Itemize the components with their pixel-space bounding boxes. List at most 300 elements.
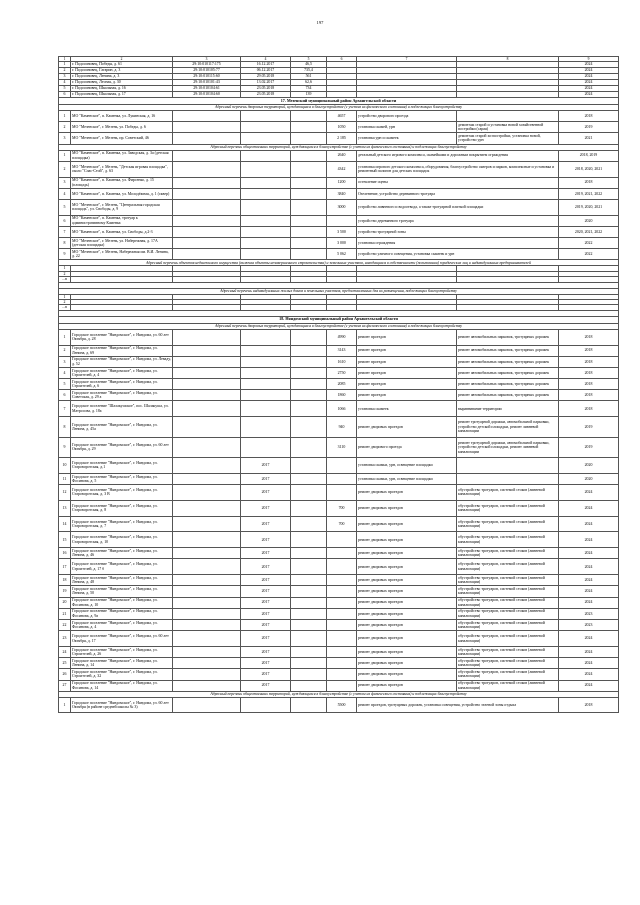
table-cell xyxy=(327,586,357,597)
table-cell: 2022 xyxy=(559,249,619,260)
table-cell: МО "Каменское", п. Каменка, ул. Фирсенко, д. 15 (площадь) xyxy=(71,177,173,188)
table-cell xyxy=(291,199,327,215)
table-cell xyxy=(291,597,327,608)
table-cell xyxy=(173,437,241,457)
table-cell: 12 xyxy=(59,485,71,501)
table-cell xyxy=(173,238,241,249)
table-cell: 6 xyxy=(59,215,71,226)
table-cell: устройство дворового проезда xyxy=(357,111,457,122)
table-cell xyxy=(173,417,241,437)
table-cell: 3 xyxy=(59,133,71,144)
table-cell: 700 xyxy=(327,500,357,516)
table-row xyxy=(59,345,619,356)
table-cell: 1610 xyxy=(327,356,357,367)
table-cell: устройство ливневого и водоотвода, а также тротуарной плиткой площадки xyxy=(357,199,559,215)
table-cell: Городское поселение "Няндомское", г. Няндома, ул. Строителей, д. 17 б xyxy=(71,559,173,575)
table-cell: 14 xyxy=(59,516,71,532)
table-cell: 2024 xyxy=(559,669,619,680)
table-cell: ремонт проездов, тротуарных дорожек, установка освещения, устройство зеленой зоны отдыха xyxy=(357,697,559,713)
table-cell: выравнивание территории xyxy=(457,401,559,417)
column-number: 4 xyxy=(241,57,291,62)
table-cell xyxy=(173,356,241,367)
table-cell: обустройство тротуаров, системой стоков (ливневой канализации) xyxy=(457,619,559,630)
table-cell: 2018 xyxy=(559,390,619,401)
table-cell xyxy=(241,133,291,144)
table-cell xyxy=(291,575,327,586)
table-cell: 3 500 xyxy=(327,226,357,237)
table-cell: Городское поселение "Няндомское", г. Няндома, ул. Строителей, д. 32 xyxy=(71,669,173,680)
table-cell xyxy=(291,485,327,501)
table-row xyxy=(59,437,619,457)
table-cell: 2019, 2021, 2022 xyxy=(559,188,619,199)
table-cell: Городское поселение "Няндомское", г. Няндома, ул. Староворотская, д.1 xyxy=(71,458,173,474)
table-cell: 29:10:010104:60 xyxy=(173,92,241,98)
table-cell: 2017 xyxy=(241,658,291,669)
table-cell xyxy=(241,238,291,249)
table-cell: 2024 xyxy=(559,586,619,597)
table-cell xyxy=(327,680,357,691)
table-row xyxy=(59,669,619,680)
table-cell: 2024 xyxy=(559,500,619,516)
table-cell: 13.02.2017 xyxy=(241,80,291,86)
table-cell: 2023 xyxy=(559,608,619,619)
table-cell: 2024 xyxy=(559,532,619,548)
table-cell: ремонт дворовых проездов xyxy=(357,485,457,501)
table-cell: 3110 xyxy=(327,437,357,457)
table-row xyxy=(59,329,619,345)
table-cell: 5500 xyxy=(327,697,357,713)
section-title xyxy=(59,316,619,323)
table-cell: 139 xyxy=(291,92,327,98)
section-title: 18. Няндомский муниципальный район Архангельской области xyxy=(59,316,619,323)
table-row xyxy=(59,177,619,188)
table-cell xyxy=(291,133,327,144)
table-cell: 2018 xyxy=(559,177,619,188)
table-cell xyxy=(173,122,241,133)
table-cell xyxy=(291,417,327,437)
table-cell xyxy=(241,177,291,188)
section-title xyxy=(59,98,619,105)
table-cell xyxy=(241,345,291,356)
table-cell xyxy=(241,437,291,457)
table-row xyxy=(59,597,619,608)
table-cell: 2085 xyxy=(327,379,357,390)
table-cell: 2640 xyxy=(327,150,357,161)
table-cell: 24 xyxy=(59,646,71,657)
table-cell xyxy=(241,122,291,133)
table-cell xyxy=(173,161,241,177)
table-cell: Городское поселение "Няндомское", г. Няндома, ул. Ленина, д. 50 xyxy=(71,586,173,597)
table-cell: ремонт дворовых проездов xyxy=(357,631,457,647)
subsection-heading: Адресный перечень индивидуальных жилых домов и земельных участков, предоставленных для их размещения, подлежащих благоустройству xyxy=(59,288,619,294)
table-cell: 2020 xyxy=(559,215,619,226)
table-cell: МО "Каменское", п. Каменка, ул. Заводская, д. 3а (детская площадка) xyxy=(71,150,173,161)
table-cell xyxy=(173,345,241,356)
table-cell: ремонт проездов xyxy=(357,345,457,356)
table-cell xyxy=(173,188,241,199)
table-cell: 29:10:010117:175 xyxy=(173,62,241,68)
table-row xyxy=(59,458,619,474)
table-cell: г. Подосиновец, Школьная, д. 16 xyxy=(71,86,173,92)
table-cell: 1 xyxy=(59,266,71,271)
table-cell: ремонт автомобильных парковок, тротуарных дорожек xyxy=(457,345,559,356)
table-cell: 5 xyxy=(59,199,71,215)
table-cell xyxy=(173,680,241,691)
table-cell: обустройство тротуаров, системой стоков (ливневой канализации) xyxy=(457,646,559,657)
table-cell: 6 xyxy=(59,92,71,98)
table-cell: 2024 xyxy=(559,86,619,92)
table-cell xyxy=(327,458,357,474)
subsection-heading: Адресный перечень объектов недвижимого имущества (включая объекты незавершенного строительства) и земельных участков, находящихся в собственности (пользовании) юридических лиц и индивидуальных предпринимателей xyxy=(59,260,619,266)
table-cell: 1200 xyxy=(327,177,357,188)
table-cell xyxy=(291,188,327,199)
table-cell: 734 xyxy=(291,86,327,92)
table-row xyxy=(59,575,619,586)
table-cell: 2017 xyxy=(241,669,291,680)
table-row xyxy=(59,215,619,226)
table-cell xyxy=(291,249,327,260)
table-cell xyxy=(291,458,327,474)
table-cell: 9 xyxy=(59,437,71,457)
table-cell xyxy=(173,559,241,575)
table-cell: 18 xyxy=(59,575,71,586)
table-cell: обустройство тротуаров, системой стоков (ливневой канализации) xyxy=(457,658,559,669)
table-cell: 1 xyxy=(59,62,71,68)
table-cell: устройство тротуарной зоны xyxy=(357,226,559,237)
table-cell: 2024 xyxy=(559,80,619,86)
table-cell: 2024 xyxy=(559,516,619,532)
table-cell: 2024 xyxy=(559,485,619,501)
table-cell: ремонт дворовых проездов xyxy=(357,608,457,619)
table-cell: 29:10:010104:61 xyxy=(173,86,241,92)
table-cell: 2018 xyxy=(559,329,619,345)
column-number: 1 xyxy=(59,57,71,62)
table-cell xyxy=(327,608,357,619)
table-cell: МО "Каменское", п. Каменка, ул. Молодёжная, д. 1 (сквер) xyxy=(71,188,173,199)
table-cell: обустройство тротуаров, системой стоков (ливневой канализации) xyxy=(457,597,559,608)
table-cell: 2017 xyxy=(241,500,291,516)
table-cell: 23.05.2018 xyxy=(241,92,291,98)
table-cell: МО "Мезенское", г. Мезень, Набережная им. В.И. Ленина, д. 22 xyxy=(71,249,173,260)
table-cell xyxy=(291,680,327,691)
table-cell: 3 xyxy=(59,356,71,367)
table-cell: МО "Мезенское", г. Мезень, "Детская игровая площадка", около "Спас-Стой", д. 63 xyxy=(71,161,173,177)
table-cell: МО "Каменское", п. Каменка, ул. Свободы, д.2-3 xyxy=(71,226,173,237)
table-cell: 2024 xyxy=(559,597,619,608)
table-cell: 2019 xyxy=(559,417,619,437)
table-cell: Городское поселение "Няндомское", г. Няндома, ул. Ленина, д. 14 xyxy=(71,658,173,669)
table-row xyxy=(59,548,619,559)
table-cell: Городское поселение "Няндомское", г. Няндома, ул. Ленина, д. 45а xyxy=(71,417,173,437)
table-row xyxy=(59,238,619,249)
table-row xyxy=(59,379,619,390)
table-row xyxy=(59,390,619,401)
table-cell xyxy=(173,226,241,237)
column-number: 2 xyxy=(71,57,173,62)
table-cell: обустройство тротуаров, системой стоков (ливневой канализации) xyxy=(457,586,559,597)
table-cell: 1 xyxy=(59,294,71,299)
table-cell: 3143 xyxy=(327,345,357,356)
table-cell: Городское поселение "Няндомское", г. Няндома, ул. Строителей, д. 6 xyxy=(71,379,173,390)
table-cell: 13 xyxy=(59,500,71,516)
table-row xyxy=(59,631,619,647)
table-cell xyxy=(327,597,357,608)
table-cell: ремонт дворового проезда xyxy=(357,437,457,457)
table-cell: 23.05.2018 xyxy=(241,86,291,92)
table-cell: Городское поселение "Няндомское", г. Няндома, ул. Фосинова, д. 10 xyxy=(71,597,173,608)
table-row xyxy=(59,249,619,260)
table-cell: 2017 xyxy=(241,559,291,575)
table-cell xyxy=(327,532,357,548)
table-cell xyxy=(291,516,327,532)
table-cell xyxy=(173,390,241,401)
column-number: 5 xyxy=(291,57,327,62)
table-cell: 1 xyxy=(59,150,71,161)
table-cell: ремонт тротуарной дорожки, автомобильной парковки, устройство детской площадки, ремонт ливневой канализации xyxy=(457,437,559,457)
table-cell xyxy=(327,619,357,630)
table-cell xyxy=(291,559,327,575)
table-cell: ремонт автомобильных парковок, тротуарных дорожек xyxy=(457,356,559,367)
table-cell: устройство деревянного тротуара xyxy=(357,215,559,226)
table-cell: 20 xyxy=(59,597,71,608)
table-cell: 29:10:010115:60 xyxy=(173,74,241,80)
table-cell xyxy=(327,548,357,559)
table-cell: 2024 xyxy=(559,92,619,98)
table-cell xyxy=(291,437,327,457)
table-cell: 23 xyxy=(59,631,71,647)
table-cell: обустройство тротуаров, системой стоков (ливневой канализации) xyxy=(457,500,559,516)
table-cell: обустройство тротуаров, системой стоков (ливневой канализации) xyxy=(457,669,559,680)
table-cell: 8 xyxy=(59,238,71,249)
table-cell: 2019, 2020, 2021 xyxy=(559,199,619,215)
table-cell xyxy=(291,177,327,188)
column-number: 9 xyxy=(559,57,619,62)
table-row xyxy=(59,473,619,484)
table-cell xyxy=(173,150,241,161)
table-row xyxy=(59,133,619,144)
table-cell: 16.12.2017 xyxy=(241,62,291,68)
table-cell: Городское поселение "Няндомское", г. Няндома, ул. 60 лет Октября, д. 28 xyxy=(71,329,173,345)
table-row xyxy=(59,199,619,215)
table-cell xyxy=(327,485,357,501)
table-cell: г. Подосиновец, Лесная, д. 30 xyxy=(71,80,173,86)
table-cell: 2 xyxy=(59,161,71,177)
table-cell: г. Подосиновец, Ленина, д. 3 xyxy=(71,74,173,80)
table-row xyxy=(59,680,619,691)
table-cell: ...n xyxy=(59,305,71,310)
table-cell: 2017 xyxy=(241,646,291,657)
table-row xyxy=(59,356,619,367)
subsection-heading: Адресный перечень общественных территорий, нуждающихся в благоустройстве (с учетом их физического состояния) и подлежащих благоустройству xyxy=(59,691,619,697)
table-cell xyxy=(241,401,291,417)
table-cell: 2 xyxy=(59,122,71,133)
table-cell: Городское поселение "Няндомское", г. Няндома, ул. Фосинова, д. 5 xyxy=(71,473,173,484)
table-cell xyxy=(457,458,559,474)
table-cell: 1860 xyxy=(327,390,357,401)
table-row xyxy=(59,608,619,619)
table-cell: 26 xyxy=(59,669,71,680)
table-cell: 21 xyxy=(59,608,71,619)
table-cell: г. Подосиновец, Победы, д. 61 xyxy=(71,62,173,68)
table-cell: 22 xyxy=(59,619,71,630)
table-row xyxy=(59,485,619,501)
table-row xyxy=(59,367,619,378)
table-cell xyxy=(327,658,357,669)
table-cell xyxy=(173,697,241,713)
table-cell: 2018 xyxy=(559,697,619,713)
table-cell: обустройство тротуаров, системой стоков (ливневой канализации) xyxy=(457,680,559,691)
table-cell: 3840 xyxy=(327,188,357,199)
table-cell: 2750 xyxy=(327,367,357,378)
table-cell: 2018 xyxy=(559,111,619,122)
table-cell xyxy=(173,597,241,608)
table-cell: 4657 xyxy=(327,111,357,122)
table-cell: Озеленение, устройство деревянного тротуара xyxy=(357,188,559,199)
table-cell xyxy=(173,532,241,548)
table-cell: 1 xyxy=(59,329,71,345)
table-cell xyxy=(457,473,559,484)
table-cell: 2017 xyxy=(241,586,291,597)
table-cell xyxy=(457,111,559,122)
table-cell: 2020 xyxy=(559,473,619,484)
table-cell: 2020, 2021, 2022 xyxy=(559,226,619,237)
table-cell: демонтаж старой и установка новой хозяйственной постройки (сарая) xyxy=(457,122,559,133)
table-cell: 2018 xyxy=(559,401,619,417)
table-cell: установка скамей, урн xyxy=(357,122,457,133)
table-cell xyxy=(291,697,327,713)
table-cell xyxy=(327,631,357,647)
table-cell xyxy=(173,548,241,559)
table-cell: установка ограждения xyxy=(357,238,559,249)
table-cell: 2017 xyxy=(241,485,291,501)
table-cell: 29:10:010101:43 xyxy=(173,80,241,86)
table-row xyxy=(59,226,619,237)
table-cell: Городское поселение "Няндомское", г. Няндома, ул. Строителей, д. 26 xyxy=(71,646,173,657)
table-cell: 5 xyxy=(59,379,71,390)
table-cell: установка урн и скамеек xyxy=(357,133,457,144)
table-cell: 2018, 2020, 2021 xyxy=(559,161,619,177)
table-cell xyxy=(173,367,241,378)
table-cell: 2017 xyxy=(241,532,291,548)
table-cell xyxy=(173,458,241,474)
page-number: 197 xyxy=(316,20,324,25)
table-cell: ремонт дворовых проездов xyxy=(357,559,457,575)
table-cell xyxy=(291,669,327,680)
table-cell xyxy=(291,238,327,249)
table-cell: 46,5 xyxy=(291,62,327,68)
table-cell xyxy=(291,122,327,133)
table-cell: МО "Каменское", п. Каменка, ул. Лукинская, д. 16 xyxy=(71,111,173,122)
table-cell: МО "Мезенское", г. Мезень, "Центральная городская площадь", ул. Свободы, д. 9 xyxy=(71,199,173,215)
table-cell xyxy=(291,356,327,367)
table-cell xyxy=(291,390,327,401)
table-cell: 1 xyxy=(59,697,71,713)
table-cell: 2024 xyxy=(559,559,619,575)
table-cell xyxy=(173,329,241,345)
table-cell: 2024 xyxy=(559,548,619,559)
table-cell xyxy=(291,473,327,484)
table-cell: 2024 xyxy=(559,646,619,657)
table-cell xyxy=(241,697,291,713)
table-cell: ремонт дворовых проездов xyxy=(357,669,457,680)
table-cell: 700 xyxy=(327,516,357,532)
table-cell: ремонт проездов xyxy=(357,367,457,378)
table-cell: ремонт дворовых проездов xyxy=(357,680,457,691)
table-cell: обустройство тротуаров, системой стоков (ливневой канализации) xyxy=(457,548,559,559)
table-row xyxy=(59,111,619,122)
table-cell: 2017 xyxy=(241,619,291,630)
table-cell: 2017 xyxy=(241,608,291,619)
table-cell: 2017 xyxy=(241,597,291,608)
table-cell: 2019 xyxy=(559,437,619,457)
table-cell: 4 xyxy=(59,80,71,86)
table-cell: 2020 xyxy=(559,458,619,474)
table-cell: 25 xyxy=(59,658,71,669)
table-cell xyxy=(173,215,241,226)
table-cell: остекление сцены xyxy=(357,177,559,188)
table-cell: ...n xyxy=(59,277,71,282)
table-cell xyxy=(173,249,241,260)
table-cell: 2024 xyxy=(559,74,619,80)
table-cell: 2018, 2019 xyxy=(559,150,619,161)
table-cell: устройство уличного освещения, установка скамеек и урн xyxy=(357,249,559,260)
table-cell: 2017 xyxy=(241,631,291,647)
table-cell xyxy=(241,390,291,401)
table-row xyxy=(59,417,619,437)
table-cell xyxy=(291,586,327,597)
table-cell: ремонт дворовых проездов xyxy=(357,597,457,608)
table-row xyxy=(59,122,619,133)
table-cell: 3 000 xyxy=(327,238,357,249)
table-cell xyxy=(173,516,241,532)
table-cell: Городское поселение "Няндомское", г. Няндома, ул. Леваду, д. 52 xyxy=(72,357,171,366)
table-cell: 3 xyxy=(59,74,71,80)
column-number: 8 xyxy=(457,57,559,62)
table-cell: 16 xyxy=(59,548,71,559)
table-cell: ремонт автомобильных парковок, тротуарных дорожек xyxy=(457,329,559,345)
table-cell xyxy=(291,345,327,356)
table-cell: 561 xyxy=(291,74,327,80)
table-row xyxy=(59,586,619,597)
table-cell xyxy=(241,356,291,367)
table-cell: ремонт автомобильных парковок, тротуарных дорожек xyxy=(457,390,559,401)
table-cell xyxy=(327,215,357,226)
table-cell xyxy=(241,188,291,199)
table-cell xyxy=(173,473,241,484)
table-cell: Городское поселение "Няндомское", г. Няндома, ул. 60 лет Октября (в районе средней школы № 3) xyxy=(71,697,173,713)
table-cell: обустройство тротуаров, системой стоков (ливневой канализации) xyxy=(457,559,559,575)
table-cell xyxy=(241,161,291,177)
table-cell: ремонт дворовых проездов xyxy=(357,619,457,630)
table-cell: 10 xyxy=(59,458,71,474)
table-cell xyxy=(241,199,291,215)
table-cell: установка скамьи, урн, освещение площадки xyxy=(357,458,457,474)
section-title: 17. Мезенский муниципальный район Архангельской области xyxy=(59,98,619,105)
table-cell: 2017 xyxy=(241,548,291,559)
table-cell: МО "Мезенское", г. Мезень, пр. Советский, 46 xyxy=(71,133,173,144)
table-cell: 2023 xyxy=(559,619,619,630)
table-row xyxy=(59,161,619,177)
table-cell: 6 xyxy=(59,390,71,401)
table-cell: 2017 xyxy=(241,516,291,532)
table-cell: Городское поселение "Шалакушское", пос. Шалакуша, ул. Матросова, д. 18а xyxy=(71,401,173,417)
table-row xyxy=(59,559,619,575)
table-cell: 735,4 xyxy=(291,68,327,74)
table-cell xyxy=(291,367,327,378)
table-cell: 2024 xyxy=(559,62,619,68)
table-cell xyxy=(173,177,241,188)
table-cell xyxy=(291,379,327,390)
